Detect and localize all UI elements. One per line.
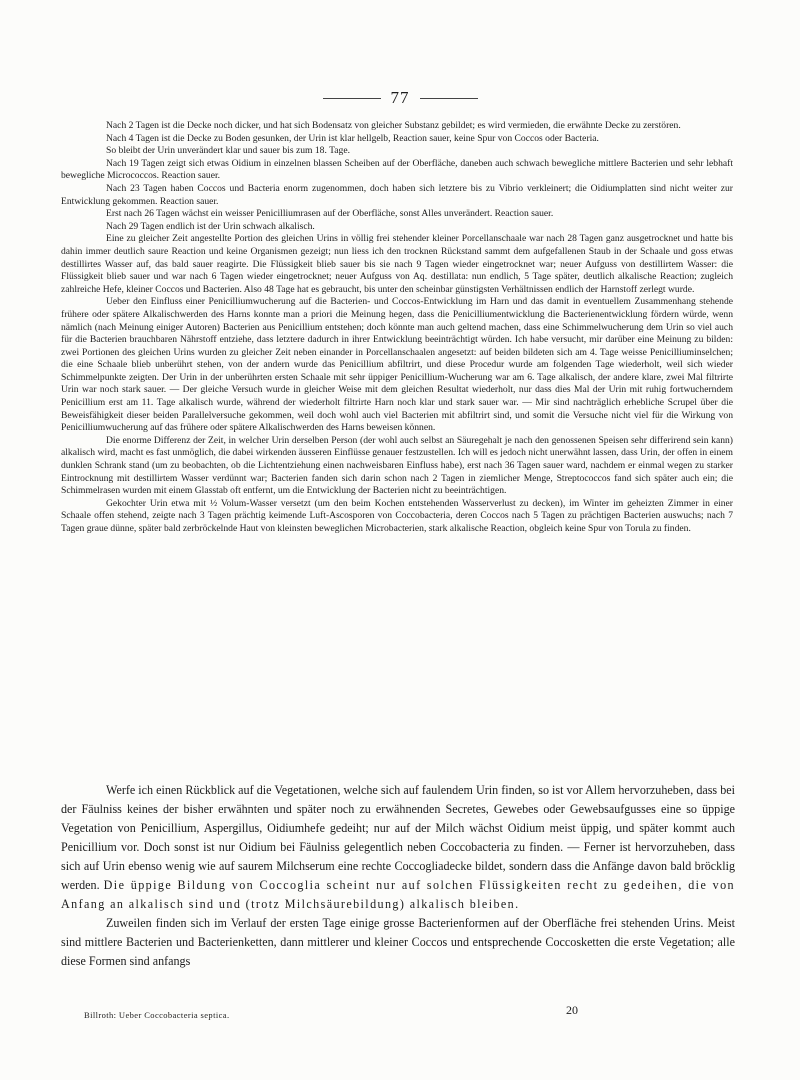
paragraph: Nach 23 Tagen haben Coccos und Bacteria enorm zugenommen, doch haben sich letztere bis zu Vibrio verkleinert; die Oidiumplatten sind nicht weiter zur Entwicklung gekommen. Reaction sauer. bbox=[61, 182, 733, 207]
running-title: Billroth: Ueber Coccobacteria septica. bbox=[84, 1010, 230, 1020]
header-rule-left bbox=[323, 98, 381, 99]
paragraph: Die enorme Differenz der Zeit, in welcher Urin derselben Person (der wohl auch selbst an Säuregehalt je nach den genossenen Speisen sehr differirend sein kann) alkalisch wird, macht es fast unmöglich, die dabei wirkenden äusseren Einflüsse genauer festzustellen. Ich will es jedoch nicht unerwähnt lassen, dass Urin, der offen in einem dunklen Schrank stand (um zu beobachten, ob die Lichtentziehung einen nachweisbaren Einfluss habe), erst nach 36 Tagen sauer ward, nachdem er einmal wegen zu starker Eintrocknung mit destillirtem Wasser verdünnt war; Bacterien fanden sich darin schon nach 2 Tagen in ziemlicher Menge, Streptococcos fand sich später auch ein; die Schimmelrasen wurden mit einem Glasstab oft entfernt, um die Entwicklung der Bacterien nicht zu beeinträchtigen. bbox=[61, 434, 733, 497]
paragraph: Nach 29 Tagen endlich ist der Urin schwach alkalisch. bbox=[106, 220, 315, 232]
paragraph: Erst nach 26 Tagen wächst ein weisser Penicilliumrasen auf der Oberfläche, sonst Alles unverändert. Reaction sauer. bbox=[106, 208, 554, 220]
paragraph: Zuweilen finden sich im Verlauf der ersten Tage einige grosse Bacterienformen auf der Oberfläche frei stehenden Urins. Meist sind mittlere Bacterien und Bacterienketten, dann mittlerer und kleiner Coccos und entsprechende Coccosketten die erste Vegetation; alle diese Formen sind anfangs bbox=[61, 916, 735, 968]
paragraph: So bleibt der Urin unverändert klar und sauer bis zum 18. Tage. bbox=[106, 145, 350, 157]
paragraph: Nach 19 Tagen zeigt sich etwas Oidium in einzelnen blassen Scheiben auf der Oberfläche, daneben auch schwach bewegliche mittlere Bacterien und sehr lebhaft bewegliche Micrococcos. Reaction sauer. bbox=[61, 157, 733, 182]
small-print-section bbox=[61, 120, 733, 536]
header-rule-right bbox=[420, 98, 478, 99]
paragraph bbox=[61, 781, 735, 914]
spaced-emphasis: Die üppige Bildung von Coccoglia scheint nur auf solchen Flüssigkeiten recht zu gedeihen, die von Anfang an alkalisch sind und (trotz Milchsäurebildung) alkalisch bleiben. bbox=[61, 878, 735, 911]
paragraph: Nach 4 Tagen ist die Decke zu Boden gesunken, der Urin ist klar hellgelb, Reaction sauer, keine Spur von Coccos oder Bacteria. bbox=[106, 132, 599, 144]
signature-mark: 20 bbox=[566, 1003, 578, 1017]
main-text-section bbox=[61, 781, 735, 971]
page-header bbox=[0, 88, 800, 108]
paragraph: Ueber den Einfluss einer Penicilliumwucherung auf die Bacterien- und Coccos-Entwicklung im Harn und das damit in eventuellem Zusammenhang stehende frühere oder spätere Alkalischwerden des Harns konnte man a priori die Meinung hegen, dass die Penicilliumentwicklung die Bacterienentwicklung fördern würde, wenn nämlich (nach Meinung einiger Autoren) Bacterien aus Penicillium entstehen; doch könnte man auch geltend machen, dass eine Schimmelwucherung dem Urin so viel auch für die Bacterien brauchbaren Nährstoff entziehe, dass letztere dadurch in ihrer Entwicklung beeinträchtigt würden. Ich habe versucht, mir darüber eine Meinung zu bilden: zwei Portionen des gleichen Urins wurden zu gleicher Zeit neben einander in Porcellanschaalen angesetzt: auf beiden bildeten sich am 4. Tage weisse Penicilliuminselchen; die eine Schaale blieb unberührt stehen, von der andern wurde das Penicillium abfiltrirt, und diese Procedur wurde am folgenden Tage wiederholt, weil sich wieder Schimmelpunkte zeigten. Der Urin in der unberührten ersten Schaale mit sehr üppiger Penicillium-Wucherung war am 6. Tage alkalisch, der andere klare, zwei Mal filtrirte Urin war noch stark sauer. — Der gleiche Versuch wurde in gleicher Weise mit dem gleichen Resultat wiederholt, nur dass dies Mal der Urin mit ruhig fortwucherndem Penicillium erst am 11. Tage alkalisch wurde, während der wiederholt filtrirte Harn noch klar und stark sauer war. — Mir sind nachträglich erhebliche Scrupel über die Beweisfähigkeit dieser beiden Parallelversuche gekommen, weil doch wohl auch viel Bacterien mit abfiltrirt sind, und somit die Versuche nicht viel für die Wirkung von Penicilliumwucherung auf das frühere oder spätere Alkalischwerden des Harns beweisen können. bbox=[61, 296, 733, 434]
paragraph-text: Werfe ich einen Rückblick auf die Vegetationen, welche sich auf faulendem Urin finden, so ist vor Allem hervorzuheben, dass bei der Fäulniss keines der bisher erwähnten und später noch zu erwähnenden Secretes, Gewebes oder Gewebsaufgusses eine so üppige Vegetation von Penicillium, Aspergillus, Oidiumhefe gedeiht; nur auf der Milch wächst Oidium meist üppig, und später kommt auch Penicillium vor. Doch sonst ist nur Oidium bei Fäulniss gelegentlich neben Coccobacteria zu finden. — Ferner ist hervorzuheben, dass sich auf Urin ebenso wenig wie auf saurem Milchserum eine rechte Coccogliadecke bildet, sondern dass die Anfänge davon bald bröcklig werden. bbox=[61, 783, 735, 892]
paragraph: Gekochter Urin etwa mit ½ Volum-Wasser versetzt (um den beim Kochen entstehenden Wasserverlust zu decken), im Winter im geheizten Zimmer in einer Schaale offen stehend, zeigte nach 3 Tagen prächtig keimende Luft-Ascosporen von Coccobacteria, deren Coccos nach 5 Tagen zu prächtigen Bacterien auswuchs; nach 7 Tagen graue dünne, später bald zerbröckelnde Haut von kleinsten beweglichen Microbacterien, stark alkalische Reaction, obgleich keine Spur von Torula zu finden. bbox=[61, 497, 733, 534]
page-number: 77 bbox=[390, 88, 410, 107]
paragraph: Eine zu gleicher Zeit angestellte Portion des gleichen Urins in völlig frei stehender kleiner Porcellanschaale war nach 28 Tagen ganz ausgetrocknet und hatte bis dahin immer deutlich saure Reaction und keine Organismen gezeigt; nun liess ich den trocknen Rückstand sammt dem aufgefallenen Staub in der Schaale und goss etwas destillirtes Wasser auf, das bald sauer reagirte. Die Flüssigkeit blieb sauer bis sie nach 9 Tagen wieder eingetrocknet war; neuer Aufguss von destillirtem Wasser: die Flüssigkeit blieb sauer und war nach 6 Tagen wieder eingetrocknet; neuer Aufguss von Aq. destillata: nun endlich, 5 Tage später, deutlich alkalische Reaction; zugleich zahlreiche Hefe, kleiner Coccos und Bacterien. Also 48 Tage hat es gebraucht, bis unter den scheinbar günstigsten Verhältnissen endlich der Harnstoff zerlegt wurde. bbox=[61, 233, 733, 295]
paragraph: Nach 2 Tagen ist die Decke noch dicker, und hat sich Bodensatz von gleicher Substanz gebildet; es wird vermieden, die erwähnte Decke zu zerstören. bbox=[106, 120, 681, 131]
